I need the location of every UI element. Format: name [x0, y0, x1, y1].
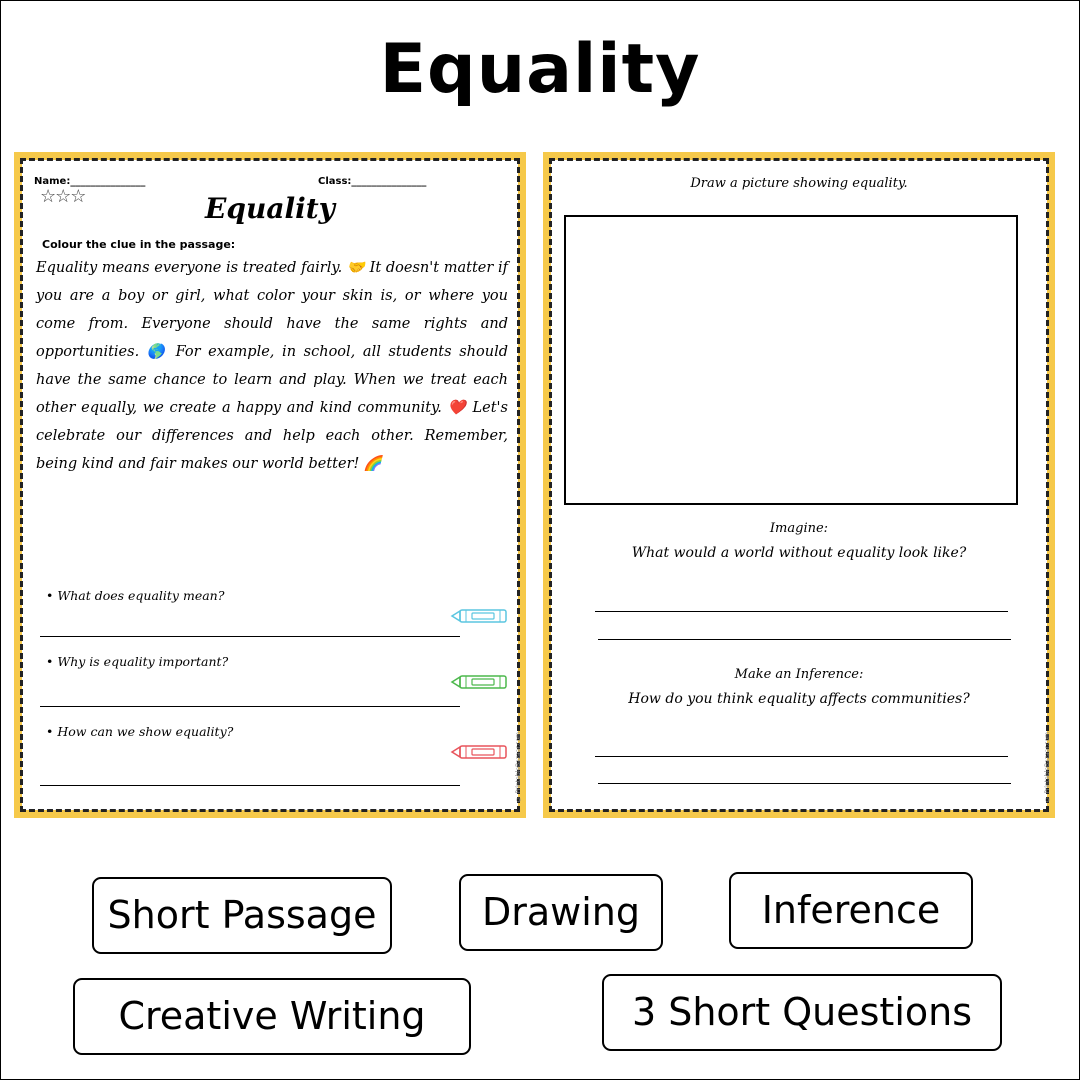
inference-question: How do you think equality affects communities? [628, 691, 970, 707]
class-field: Class:_______________ [318, 176, 427, 187]
answer-line-2[interactable] [40, 706, 460, 707]
worksheet-page-passage [14, 152, 526, 818]
tag-creative-writing: Creative Writing [73, 978, 471, 1055]
question-3: • How can we show equality? [46, 724, 234, 739]
copyright-note: © PrintableBazaar.com [1044, 732, 1051, 803]
tag-short-passage: Short Passage [92, 877, 392, 954]
question-2: • Why is equality important? [46, 654, 229, 669]
draw-prompt: Draw a picture showing equality. [690, 176, 908, 191]
worksheet-title: Equality [205, 192, 335, 225]
inference-label: Make an Inference: [734, 667, 864, 682]
name-field: Name:_______________ [34, 176, 146, 187]
worksheet-page-drawing [543, 152, 1055, 818]
crayon-icon-red [450, 744, 508, 760]
inference-answer-line-2[interactable] [598, 783, 1011, 784]
answer-line-3[interactable] [40, 785, 460, 786]
tag-inference: Inference [729, 872, 973, 949]
rating-stars-icon: ☆☆☆ [40, 186, 86, 207]
reading-passage: Equality means everyone is treated fairly. 🤝 It doesn't matter if you are a boy or girl, what color your skin is, or where you come from. Everyone should have the same rights and opportunities. 🌎 For example, in school, all students should have the same chance to learn and play. When we treat each other equally, we create a happy and kind community. ❤️ Let's celebrate our differences and help each other. Remember, being kind and fair makes our world better! 🌈 [36, 260, 508, 472]
imagine-answer-line-2[interactable] [598, 639, 1011, 640]
question-1: • What does equality mean? [46, 588, 225, 603]
main-title: Equality [379, 30, 701, 109]
inference-answer-line-1[interactable] [595, 756, 1008, 757]
crayon-icon-blue [450, 608, 508, 624]
crayon-icon-green [450, 674, 508, 690]
drawing-box[interactable] [564, 215, 1018, 505]
answer-line-1[interactable] [40, 636, 460, 637]
copyright-note: © PrintableBazaar.com [515, 732, 522, 803]
instruction-text: Colour the clue in the passage: [42, 238, 236, 251]
tag-3-short-questions: 3 Short Questions [602, 974, 1002, 1051]
tag-drawing: Drawing [459, 874, 663, 951]
imagine-question: What would a world without equality look like? [631, 545, 967, 561]
imagine-label: Imagine: [769, 521, 829, 536]
imagine-answer-line-1[interactable] [595, 611, 1008, 612]
